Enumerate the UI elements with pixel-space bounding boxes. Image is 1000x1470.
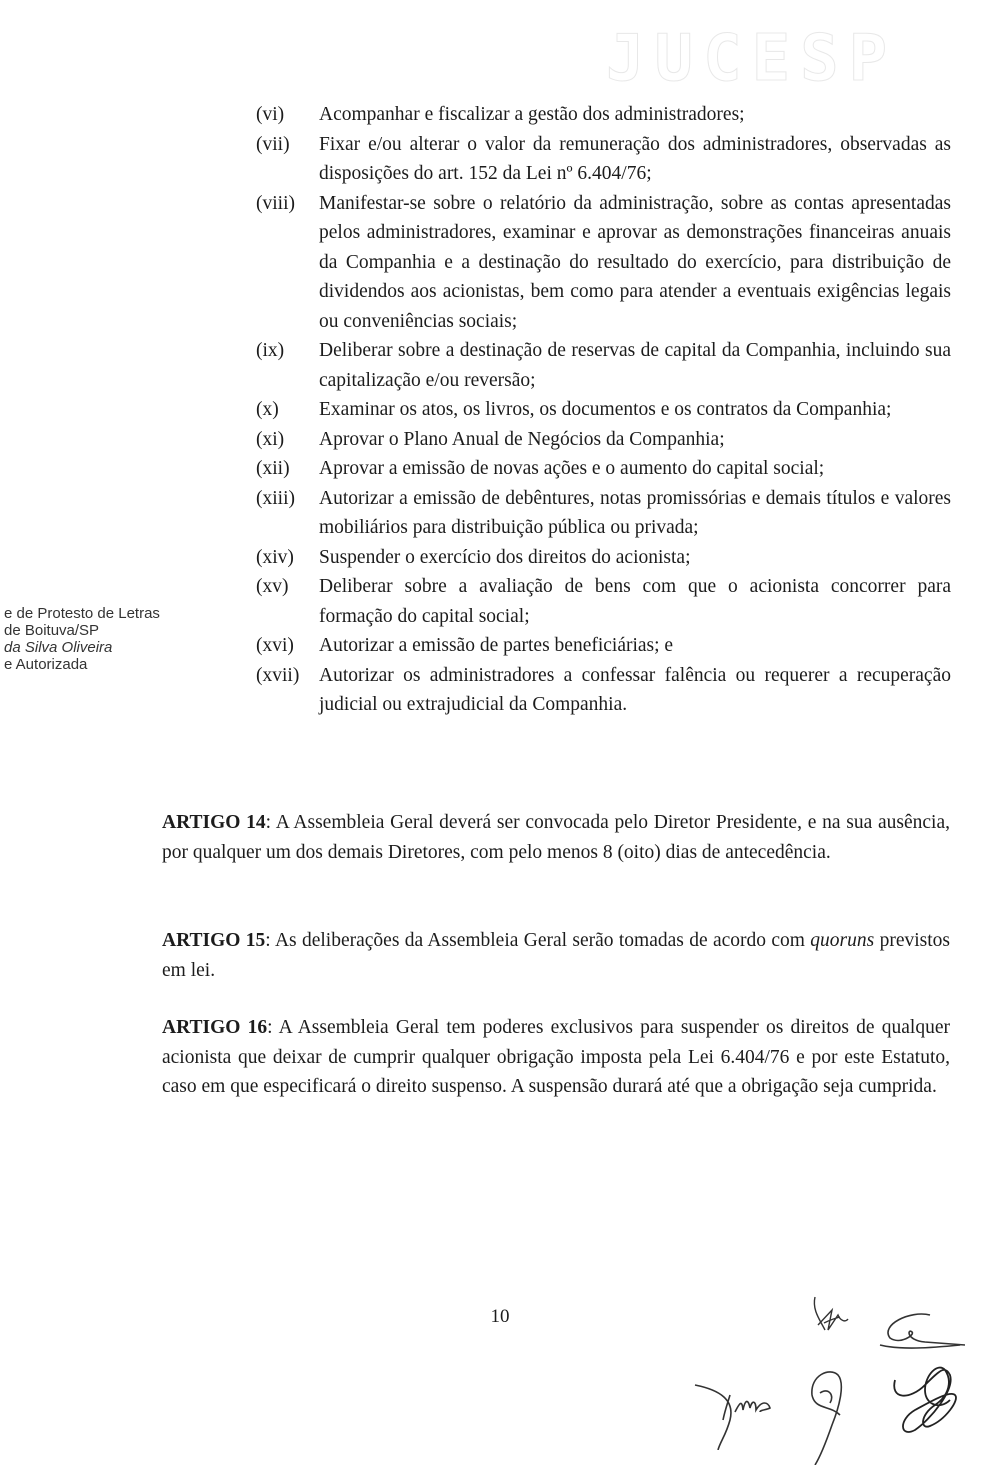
list-item	[256, 336, 951, 395]
signature-3	[870, 1310, 965, 1360]
article-16	[162, 1013, 950, 1102]
handwritten-signature-icon	[800, 1365, 860, 1465]
handwritten-signature-icon	[810, 1295, 855, 1340]
signature-2	[810, 1295, 855, 1340]
item-text: Deliberar sobre a avaliação de bens com que o acionista concorrer para formação do capital social;	[319, 576, 951, 627]
article-text: : A Assembleia Geral tem poderes exclusivos para suspender os direitos de qualquer acionista que deixar de cumprir qualquer obrigação imposta pela Lei 6.404/76 e por este Estatuto, caso em que especificará o direito suspenso. A suspensão durará até que a obrigação seja cumprida.	[162, 1017, 950, 1097]
item-number: (xiv)	[256, 546, 294, 568]
item-text: Examinar os atos, os livros, os documentos e os contratos da Companhia;	[319, 399, 892, 420]
stamp-line: e de Protesto de Letras	[4, 605, 160, 622]
article-label: ARTIGO 14	[162, 812, 266, 833]
notary-stamp	[4, 605, 160, 673]
item-text: Autorizar os administradores a confessar falência ou requerer a recuperação judicial ou extrajudicial da Companhia.	[319, 664, 951, 715]
list-item	[256, 395, 951, 425]
article-14	[162, 808, 950, 867]
article-text: : As deliberações da Assembleia Geral serão tomadas de acordo com	[265, 930, 811, 951]
stamp-line: e Autorizada	[4, 656, 88, 673]
item-text: Aprovar a emissão de novas ações e o aumento do capital social;	[319, 458, 825, 479]
handwritten-signature-icon	[690, 1340, 800, 1450]
item-number: (viii)	[256, 192, 295, 214]
item-number: (xvii)	[256, 664, 300, 686]
item-number: (x)	[256, 399, 279, 420]
item-text: Fixar e/ou alterar o valor da remuneração dos administradores, observadas as disposições do art. 152 da Lei nº 6.404/76;	[319, 133, 951, 184]
jucesp-watermark: JUCESP	[606, 22, 898, 96]
item-text: Manifestar-se sobre o relatório da administração, sobre as contas apresentadas pelos administradores, examinar e aprovar as demonstrações financeiras anuais da Companhia e a destinação do resultado do exercício, para distribuição de dividendos aos acionistas, bem como para atender a eventuais exigências legais ou conveniências sociais;	[319, 192, 951, 332]
item-text: Acompanhar e fiscalizar a gestão dos administradores;	[319, 104, 745, 125]
item-number: (xii)	[256, 458, 290, 479]
article-text: previstos em lei.	[162, 930, 950, 981]
list-item	[256, 454, 951, 484]
list-item	[256, 543, 951, 573]
item-number: (xiii)	[256, 487, 295, 509]
article-text-italic: quoruns	[810, 930, 875, 951]
list-item	[256, 484, 951, 543]
page-number: 10	[490, 1306, 510, 1327]
list-item	[256, 572, 951, 631]
stamp-line: da Silva Oliveira	[4, 639, 113, 656]
item-number: (ix)	[256, 340, 285, 361]
handwritten-signature-icon	[890, 1360, 965, 1440]
item-number: (xv)	[256, 576, 289, 597]
item-number: (xvi)	[256, 635, 294, 656]
article-15	[162, 926, 950, 985]
list-item	[256, 100, 951, 130]
list-item	[256, 425, 951, 455]
item-text: Deliberar sobre a destinação de reservas de capital da Companhia, incluindo sua capitalização e/ou reversão;	[319, 340, 951, 391]
stamp-line: de Boituva/SP	[4, 622, 100, 639]
powers-list	[256, 100, 951, 720]
list-item	[256, 189, 951, 337]
signature-5	[890, 1360, 965, 1440]
item-text: Autorizar a emissão de debêntures, notas promissórias e demais títulos e valores mobiliários para distribuição pública ou privada;	[319, 487, 951, 538]
list-item	[256, 130, 951, 189]
list-item	[256, 631, 951, 661]
article-text: : A Assembleia Geral deverá ser convocada pelo Diretor Presidente, e na sua ausência, por qualquer um dos demais Diretores, com pelo menos 8 (oito) dias de antecedência.	[162, 812, 950, 863]
handwritten-signature-icon	[870, 1310, 965, 1360]
signature-4	[800, 1365, 860, 1465]
signature-1	[690, 1340, 800, 1450]
item-text: Aprovar o Plano Anual de Negócios da Companhia;	[319, 428, 725, 450]
item-text: Suspender o exercício dos direitos do acionista;	[319, 546, 691, 568]
article-label: ARTIGO 15	[162, 930, 266, 951]
item-number: (vi)	[256, 104, 285, 125]
article-label: ARTIGO 16	[162, 1017, 268, 1038]
item-number: (vii)	[256, 133, 290, 155]
list-item	[256, 661, 951, 720]
item-number: (xi)	[256, 428, 285, 450]
item-text: Autorizar a emissão de partes beneficiárias; e	[319, 635, 674, 656]
